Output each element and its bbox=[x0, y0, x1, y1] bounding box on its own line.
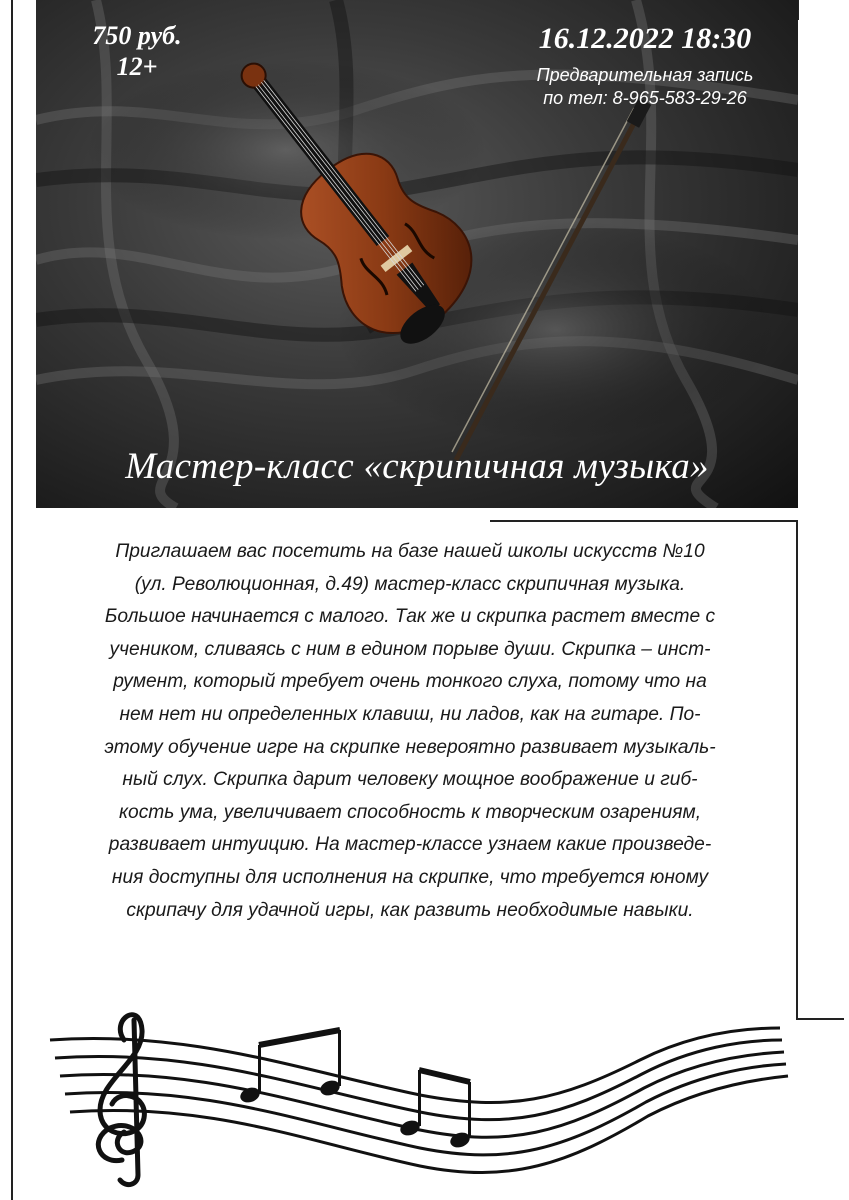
price-label: 750 руб. bbox=[92, 21, 182, 50]
event-title: Мастер-класс «скрипичная музыка» bbox=[125, 446, 709, 487]
description-line: учеником, сливаясь с ним в едином порыве души. Скрипка – инст- bbox=[109, 638, 711, 660]
price-block bbox=[82, 20, 192, 82]
bracket-top-line bbox=[490, 520, 797, 522]
booking-info bbox=[500, 64, 790, 110]
age-rating-label: 12+ bbox=[116, 52, 158, 81]
description-line: этому обучение игре на скрипке невероятно развивает музыкаль- bbox=[104, 736, 716, 758]
description-line: кость ума, увеличивает способность к творческим озарениям, bbox=[118, 801, 702, 823]
description-text bbox=[40, 536, 780, 927]
description-line: румент, который требует очень тонкого слуха, потому что на bbox=[113, 671, 707, 693]
bracket-bottom-line bbox=[796, 1018, 844, 1020]
description-line: развивает интуицию. На мастер-классе узнаем какие произведе- bbox=[108, 834, 712, 856]
description-line: Приглашаем вас посетить на базе нашей школы искусств №10 bbox=[115, 541, 705, 562]
bracket-right-line bbox=[796, 520, 798, 1020]
description-line: (ул. Революционная, д.49) мастер-класс скрипичная музыка. bbox=[134, 573, 686, 595]
description-line: скрипачу для удачной игры, как развить необходимые навыки. bbox=[126, 899, 694, 921]
description-line: нем нет ни определенных клавиш, ни ладов, как на гитаре. По- bbox=[119, 703, 701, 725]
event-datetime: 16.12.2022 18:30 bbox=[538, 22, 752, 55]
description-line: ный слух. Скрипка дарит человеку мощное воображение и гиб- bbox=[122, 769, 698, 791]
description-line: ния доступны для исполнения на скрипке, что требуется юному bbox=[111, 866, 709, 888]
booking-line-2: по тел: 8-965-583-29-26 bbox=[543, 88, 747, 108]
music-staff-decoration bbox=[40, 1000, 800, 1190]
frame-left-line bbox=[11, 0, 13, 1200]
booking-line-1: Предварительная запись bbox=[536, 65, 754, 85]
description-line: Большое начинается с малого. Так же и скрипка растет вместе с bbox=[104, 606, 716, 628]
